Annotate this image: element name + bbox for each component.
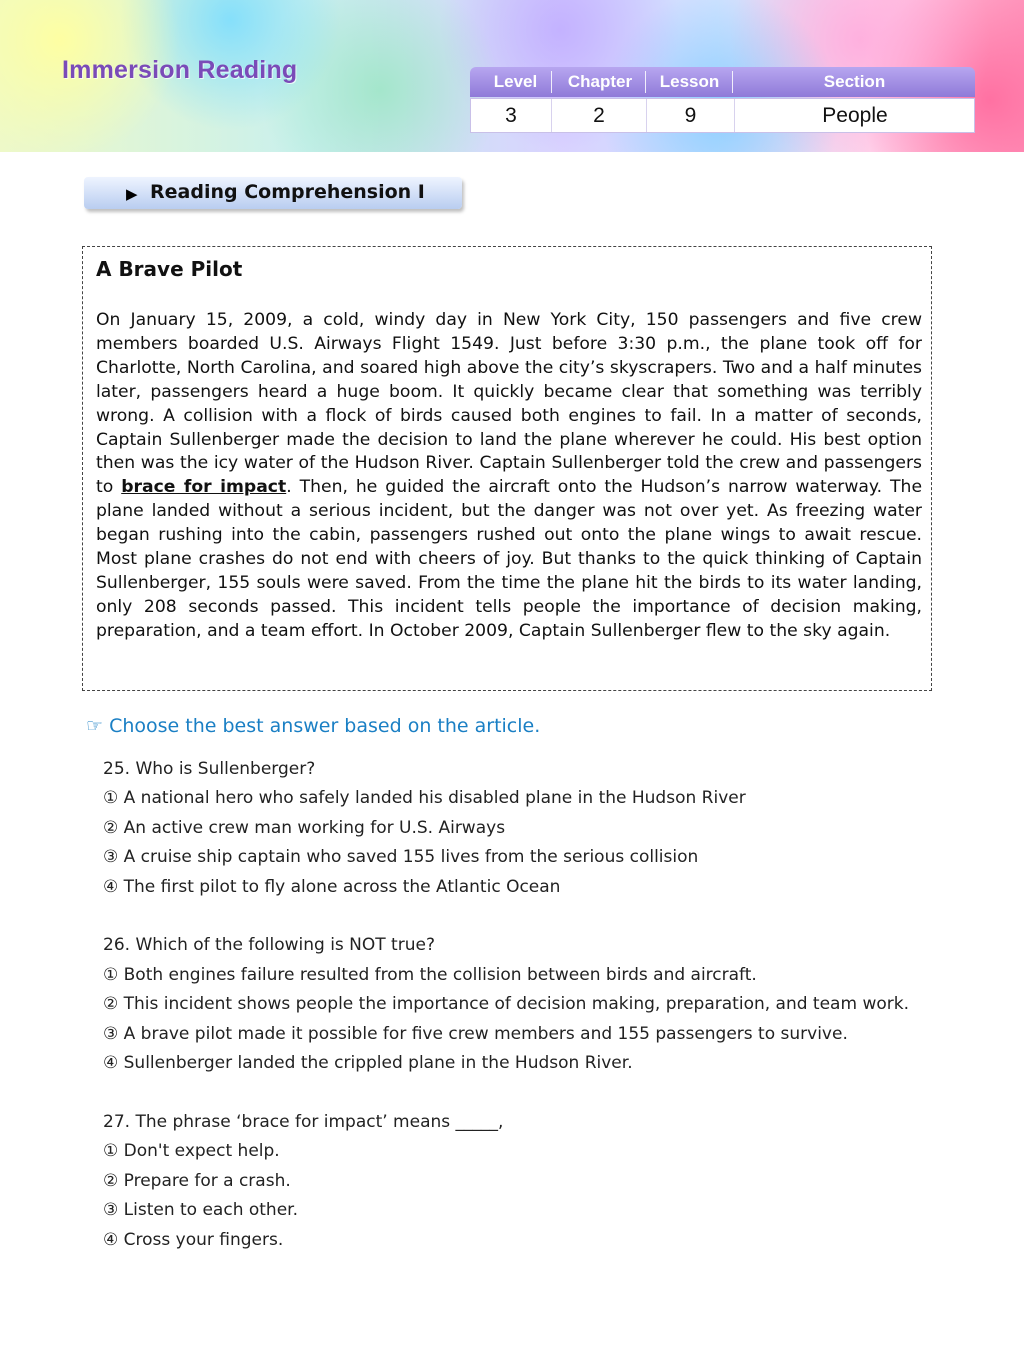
- answer-option: ② Prepare for a crash.: [103, 1171, 291, 1191]
- chapter-value: 2: [593, 104, 605, 127]
- answer-option: ① A national hero who safely landed his disabled plane in the Hudson River: [103, 788, 746, 808]
- divider: [551, 71, 552, 93]
- answer-option: ② This incident shows people the importance of decision making, preparation, and team work.: [103, 994, 909, 1014]
- answer-option: ② An active crew man working for U.S. Airways: [103, 818, 506, 838]
- play-triangle-icon: ▶: [126, 185, 138, 203]
- divider: [645, 71, 646, 93]
- answer-option: ① Both engines failure resulted from the collision between birds and aircraft.: [103, 965, 757, 985]
- level-label: Level: [493, 72, 538, 91]
- lesson-info-table: [470, 67, 975, 133]
- section-value: People: [822, 104, 888, 127]
- answer-option: ③ Listen to each other.: [103, 1200, 299, 1220]
- highlighted-phrase: brace for impact: [121, 477, 287, 498]
- article-text-after: . Then, he guided the aircraft onto the Hudson’s narrow waterway. The plane landed without a serious incident, but the danger was not over yet. As freezing water began rushing into the cabin, passengers rushed out onto the plane wings to await rescue. Most plane crashes do not end with cheers of joy. But thanks to the quick thinking of Captain Sullenberger, 155 souls were saved. From the time the plane hit the birds to its water landing, only 208 seconds passed. This incident tells people the importance of decision making, preparation, and a team effort. In October 2009, Captain Sullenberger flew to the sky again.: [96, 477, 923, 641]
- header-banner: [0, 0, 1024, 152]
- section-label: Section: [823, 72, 886, 91]
- section-tab: [84, 177, 462, 209]
- brand-title: Immersion Reading: [62, 56, 298, 84]
- lesson-info-values: [470, 98, 975, 133]
- chapter-label: Chapter: [567, 72, 633, 91]
- article-box: [82, 246, 932, 691]
- answer-option: ④ Sullenberger landed the crippled plane in the Hudson River.: [103, 1053, 633, 1073]
- pointing-hand-icon: ☞: [86, 715, 104, 737]
- instruction-text: Choose the best answer based on the article.: [109, 715, 541, 737]
- lesson-info-header: [470, 67, 975, 97]
- article-title: A Brave Pilot: [96, 257, 243, 281]
- article-text-before: On January 15, 2009, a cold, windy day in New York City, 150 passengers and five crew members boarded U.S. Airways Flight 1549. Just before 3:30 p.m., the plane took off for Charlotte, North Carolina, and soared high above the city’s skyscrapers. Two and a half minutes later, passengers heard a huge boom. It quickly became clear that something was terribly wrong. A collision with a flock of birds caused both engines to fail. In a matter of seconds, Captain Sullenberger made the decision to land the plane wherever he could. His best option then was the icy water of the Hudson River. Captain Sullenberger told the crew and passengers to: [96, 310, 922, 498]
- lesson-value: 9: [684, 104, 697, 127]
- answer-option: ① Don't expect help.: [103, 1141, 280, 1161]
- level-value: 3: [505, 104, 517, 127]
- question-prompt: 26. Which of the following is NOT true?: [103, 935, 435, 955]
- answer-option: ④ Cross your fingers.: [103, 1230, 284, 1250]
- article-body: [96, 309, 922, 644]
- question-prompt: 25. Who is Sullenberger?: [103, 759, 316, 779]
- answer-option: ③ A cruise ship captain who saved 155 lives from the serious collision: [103, 847, 699, 867]
- lesson-label: Lesson: [659, 72, 720, 91]
- answer-option: ③ A brave pilot made it possible for five crew members and 155 passengers to survive.: [103, 1024, 848, 1044]
- divider: [732, 71, 733, 93]
- question-prompt: 27. The phrase ‘brace for impact’ means _____,: [103, 1112, 504, 1132]
- answer-option: ④ The first pilot to fly alone across the Atlantic Ocean: [103, 877, 561, 897]
- instruction: [86, 715, 540, 737]
- section-tab-label: Reading Comprehension I: [150, 181, 425, 203]
